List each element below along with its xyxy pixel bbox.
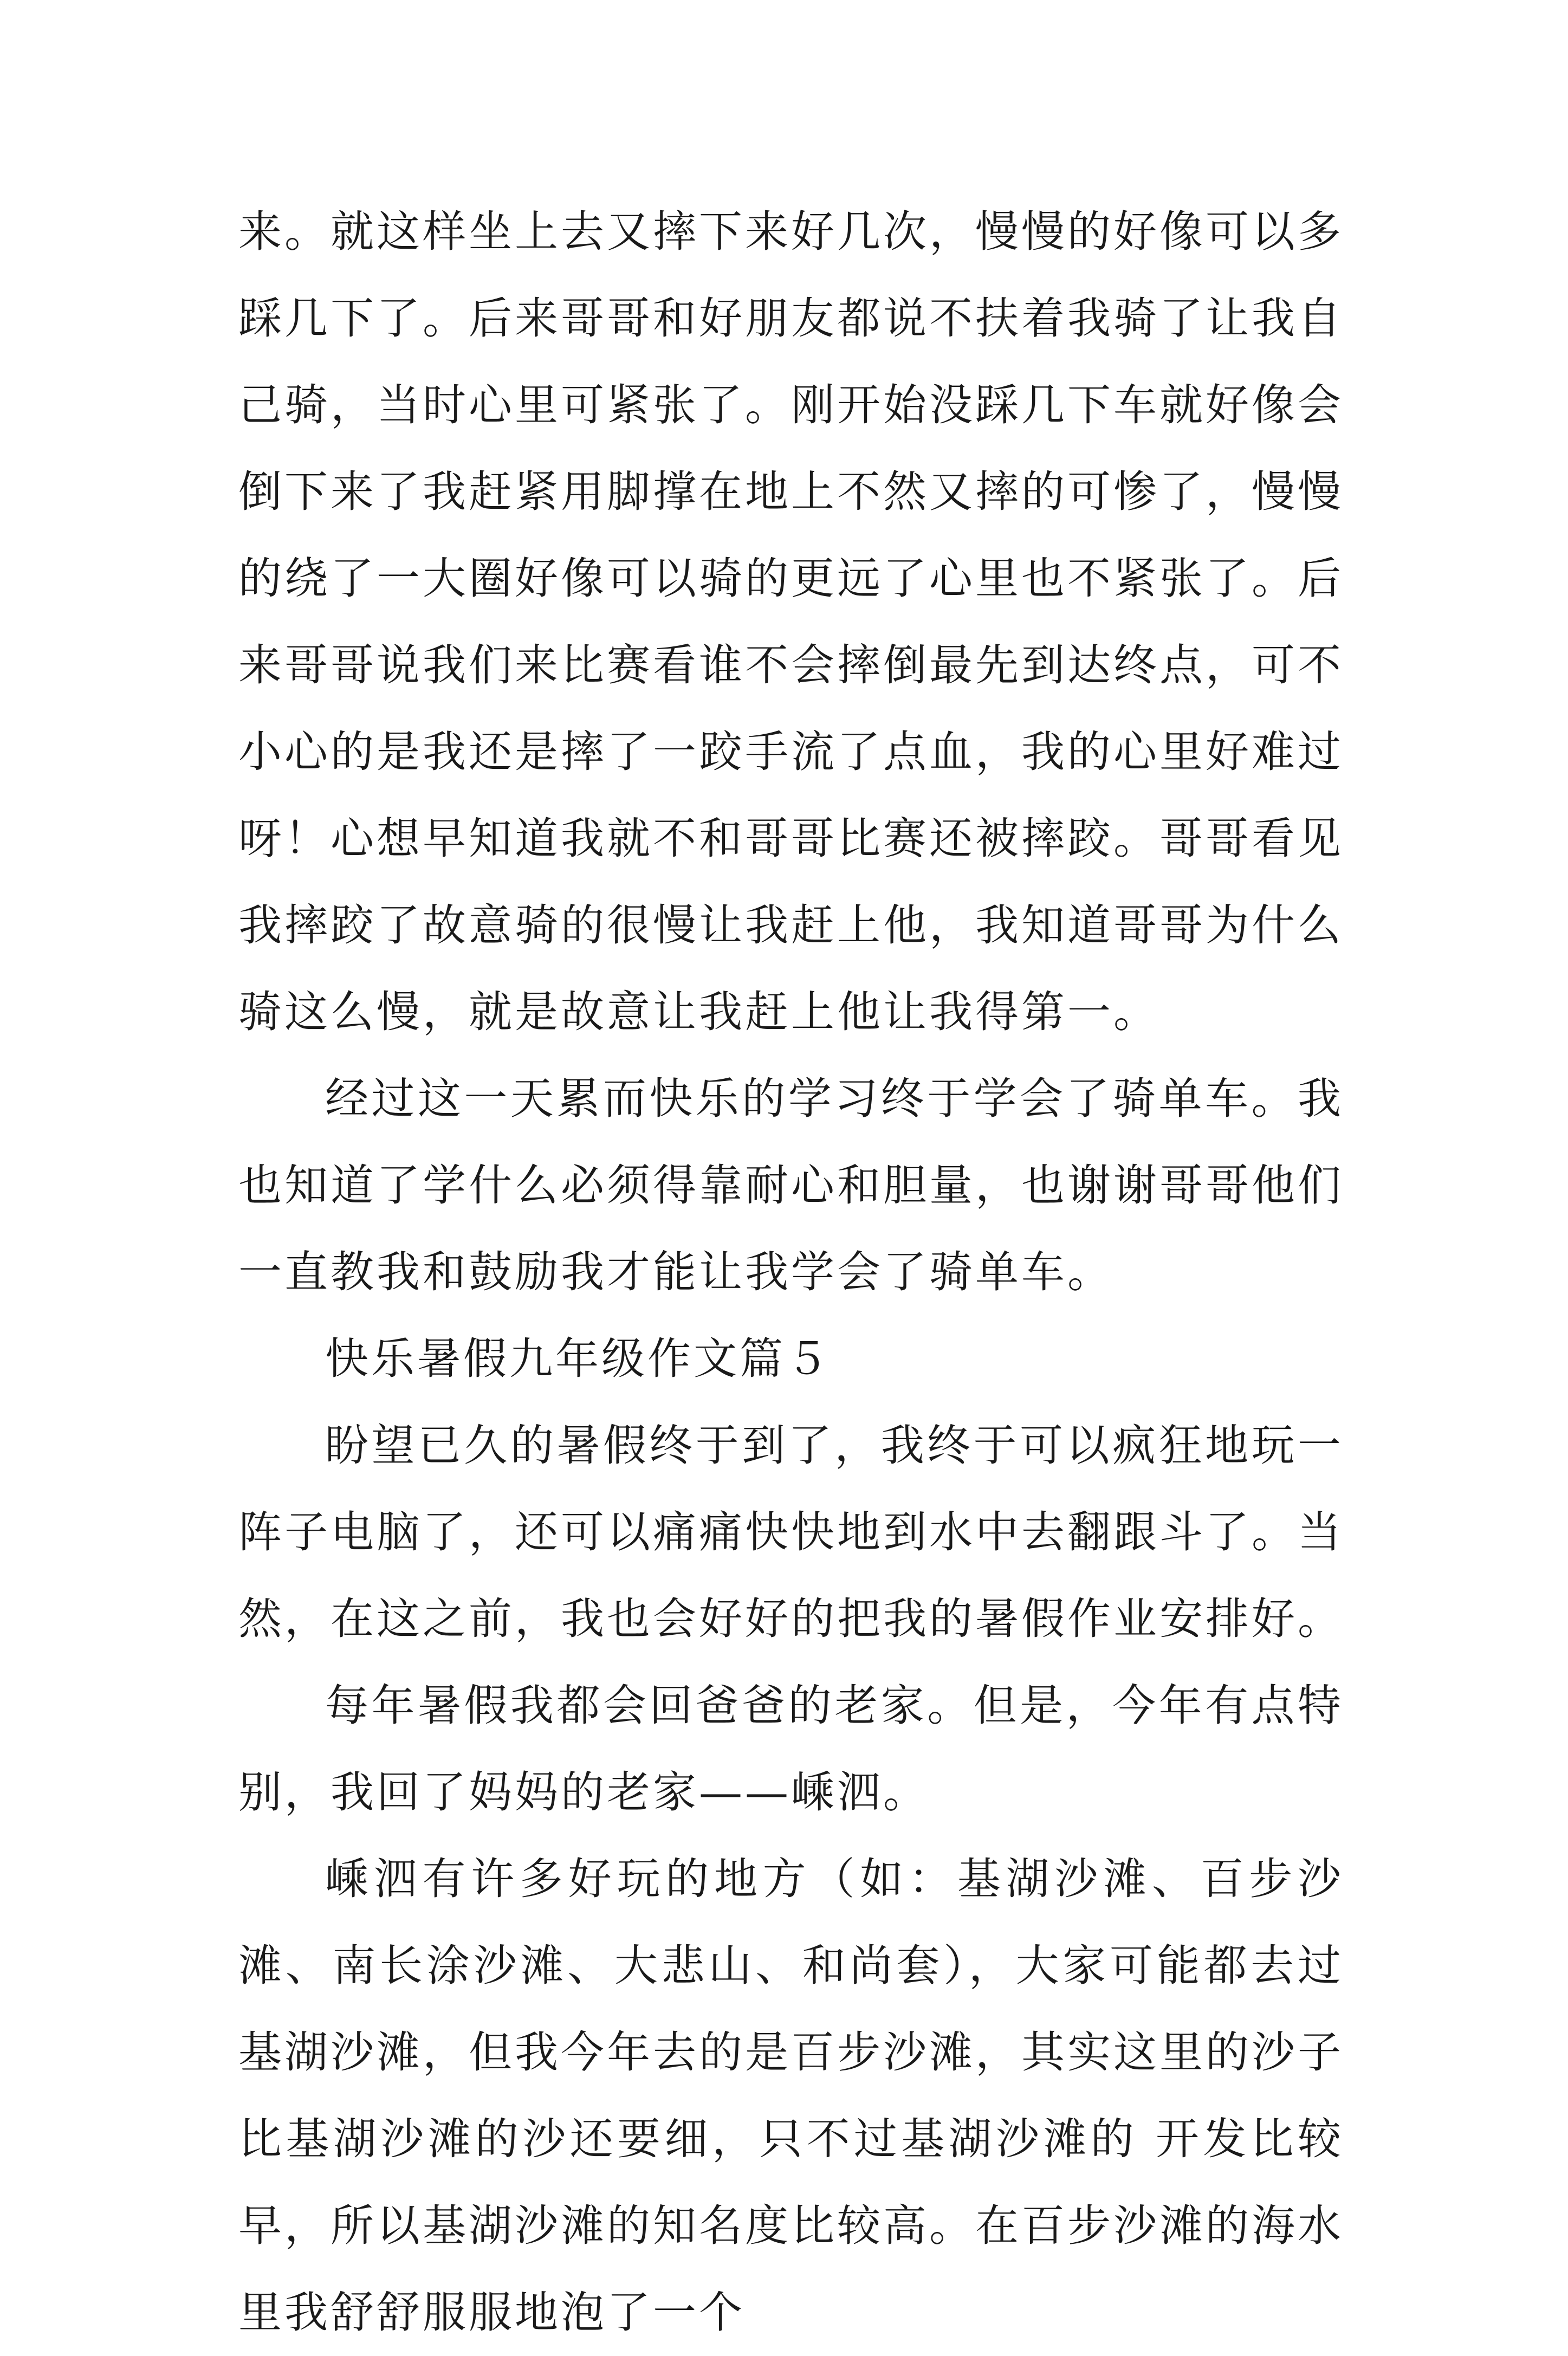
paragraph-summer-start: 盼望已久的暑假终于到了，我终于可以疯狂地玩一阵子电脑了，还可以痛痛快快地到水中去翻跟斗了。当然，在这之前，我也会好好的把我的暑假作业安排好。 (238, 1420, 1344, 1644)
article-body (238, 189, 1344, 2356)
paragraph-bike-practice: 来。就这样坐上去又摔下来好几次，慢慢的好像可以多踩几下了。后来哥哥和好朋友都说不扶着我骑了让我自己骑，当时心里可紧张了。刚开始没踩几下车就好像会倒下来了我赶紧用脚撑在地上不然又摔的可惨了，慢慢的绕了一大圈好像可以骑的更远了心里也不紧张了。后来哥哥说我们来比赛看谁不会摔倒最先到达终点，可不小心的是我还是摔了一跤手流了点血，我的心里好难过呀！心想早知道我就不和哥哥比赛还被摔跤。哥哥看见我摔跤了故意骑的很慢让我赶上他，我知道哥哥为什么骑这么慢，就是故意让我赶上他让我得第一。 (238, 206, 1344, 1037)
essay-heading: 快乐暑假九年级作文篇５ (325, 1334, 832, 1384)
paragraph-hometown: 每年暑假我都会回爸爸的老家。但是，今年有点特别，我回了妈妈的老家——嵊泗。 (238, 1680, 1344, 1817)
paragraph-shengsi-beaches: 嵊泗有许多好玩的地方（如：基湖沙滩、百步沙滩、南长涂沙滩、大悲山、和尚套），大家可能都去过基湖沙滩，但我今年去的是百步沙滩，其实这里的沙子比基湖沙滩的沙还要细，只不过基湖沙滩的 开发比较早，所以基湖沙滩的知名度比较高。在百步沙滩的海水里我舒舒服服地泡了一个 (238, 1854, 1344, 2338)
paragraph-bike-conclusion: 经过这一天累而快乐的学习终于学会了骑单车。我也知道了学什么必须得靠耐心和胆量，也谢谢哥哥他们一直教我和鼓励我才能让我学会了骑单车。 (238, 1073, 1344, 1297)
